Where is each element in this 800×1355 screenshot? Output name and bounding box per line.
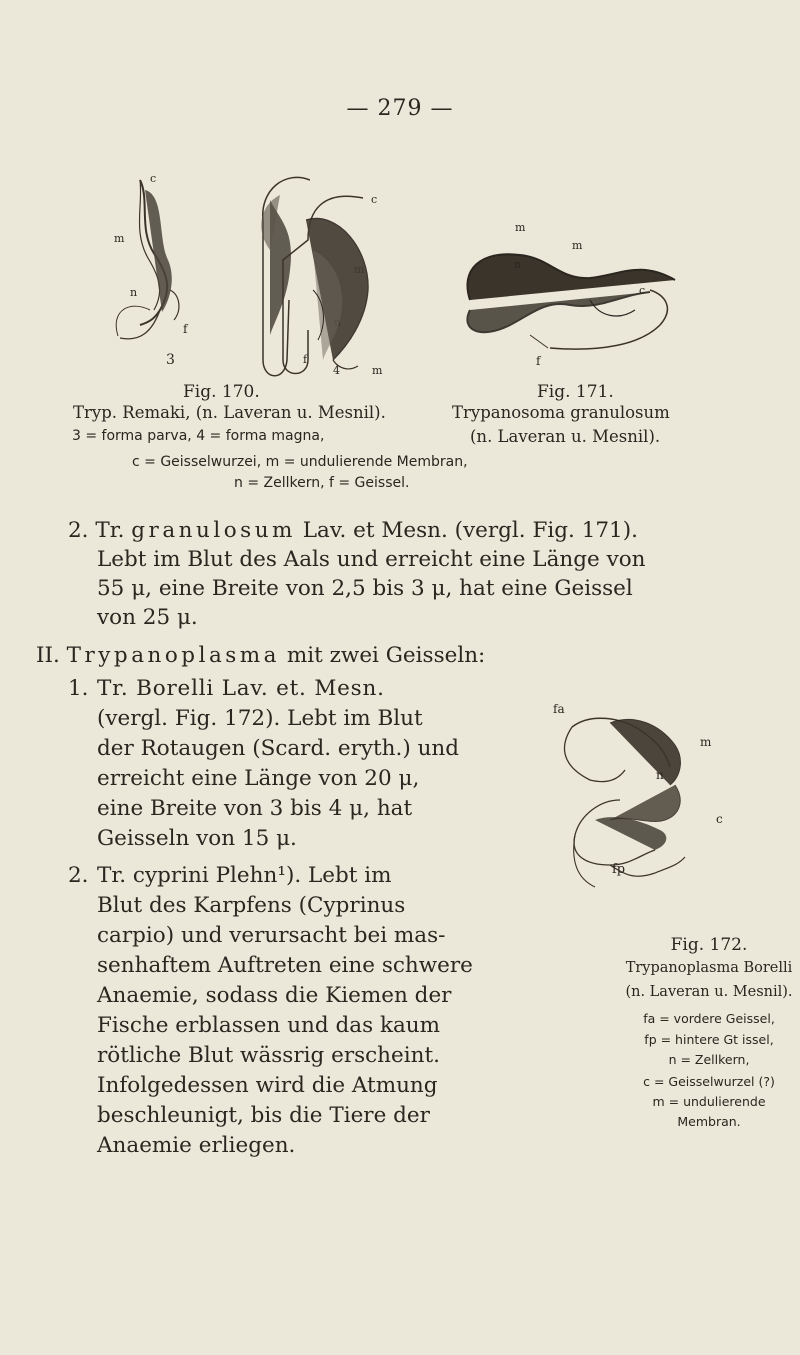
item2-line7: rötliche Blut wässrig erscheint. [97,1043,440,1068]
fig170-caption-line1: Tryp. Remaki, (n. Laveran u. Mesnil). [73,403,386,422]
section-II-number: II. [36,643,60,668]
fig172-label-fp: fp [612,862,626,877]
section2-number: 2. [68,518,89,543]
page-number: — 279 — [346,96,454,121]
fig172-caption-line6: c = Geisselwurzel (?) [643,1074,775,1089]
fig172-label-m: m [700,735,712,749]
fig170-label-3: 3 [166,352,175,368]
fig170-caption-line2: 3 = forma parva, 4 = forma magna, [72,428,325,444]
trypanoplasma-borelli-drawing [560,705,710,905]
fig172-caption-line8: Membran. [677,1114,741,1129]
item2-line5: Anaemie, sodass die Kiemen der [97,983,452,1008]
item1-line6: Geisseln von 15 μ. [97,826,297,851]
item2-line2: Blut des Karpfens (Cyprinus [97,893,406,918]
figure-172-illustration [560,705,710,905]
fig172-title: Fig. 172. [670,935,748,955]
fig171-caption-line1: Trypanosoma granulosum [452,403,670,422]
fig171-caption-line2: (n. Laveran u. Mesnil). [470,427,661,446]
item1-line4: erreicht eine Länge von 20 μ, [97,766,420,791]
figure-170-large-form [278,190,388,380]
trypanosoma-granulosum-drawing [450,240,680,370]
section2-line2: Lebt im Blut des Aals und erreicht eine Länge von [97,547,646,572]
figure-171-illustration [450,240,680,370]
fig171-label-m: m [515,221,526,234]
fig171-label-m2: m [572,239,583,252]
fig170-label-m1: m [114,232,125,245]
fig172-label-fa: fa [553,702,565,716]
item1-line5: eine Breite von 3 bis 4 μ, hat [97,796,413,821]
item1-line3: der Rotaugen (Scard. eryth.) und [97,736,460,761]
section-II-genus: Trypanoplasma [66,643,281,668]
section-II-rest: mit zwei Geisseln: [286,643,486,668]
item1-number: 1. [68,676,89,701]
fig170-title: Fig. 170. [183,382,260,402]
fig171-label-c: c [639,284,646,297]
section-II-heading [36,642,485,670]
section2-line3: 55 μ, eine Breite von 2,5 bis 3 μ, hat eine Geissel [97,576,633,601]
item2-line1: Tr. cyprini Plehn¹). Lebt im [97,863,392,888]
section2-tr: Tr. [95,518,125,543]
section2-authors: Lav. et Mesn. (vergl. Fig. 171). [302,518,638,543]
item1-line2: (vergl. Fig. 172). Lebt im Blut [97,706,423,731]
fig172-label-n: n [656,768,664,782]
fig172-caption-line5: n = Zellkern, [668,1052,750,1067]
item2-line3: carpio) und verursacht bei mas- [97,923,446,948]
fig172-caption-line4: fp = hintere Gt issel, [644,1032,774,1047]
fig170-label-n1: n [130,286,138,299]
section2-line1 [68,517,638,545]
trypanosome-large-drawing [278,190,388,380]
item2-line4: senhaftem Auftreten eine schwere [97,953,473,978]
shared-caption-line1: c = Geisselwurzei, m = undulierende Membran, [132,454,468,470]
fig170-label-f2: f [303,353,308,366]
item2-line6: Fische erblassen und das kaum [97,1013,441,1038]
fig171-title: Fig. 171. [537,382,614,402]
item2-line10: Anaemie erliegen. [97,1133,296,1158]
section2-species-name: granulosum [131,518,296,543]
shared-caption-line2: n = Zellkern, f = Geissel. [234,475,410,491]
fig171-label-f: f [536,354,541,368]
fig172-label-c: c [716,812,723,826]
fig170-label-4: 4 [333,364,340,377]
fig170-label-c2: c [371,193,378,206]
fig170-label-c1: c [150,172,157,185]
fig172-caption-line3: fa = vordere Geissel, [643,1011,775,1026]
fig172-caption-line1: Trypanoplasma Borelli [625,960,793,976]
fig172-caption-line2: (n. Laveran u. Mesnil). [625,984,793,1000]
item1-line1: Tr. Borelli Lav. et. Mesn. [97,676,385,701]
fig172-caption-line7: m = undulierende [652,1094,766,1109]
item2-line8: Infolgedessen wird die Atmung [97,1073,438,1098]
item2-line9: beschleunigt, bis die Tiere der [97,1103,430,1128]
item2-number: 2. [68,863,89,888]
section2-line4: von 25 μ. [97,605,198,630]
fig170-label-m3: m [372,364,383,377]
fig171-label-n: n [514,258,522,271]
fig170-label-f1: f [183,322,188,336]
